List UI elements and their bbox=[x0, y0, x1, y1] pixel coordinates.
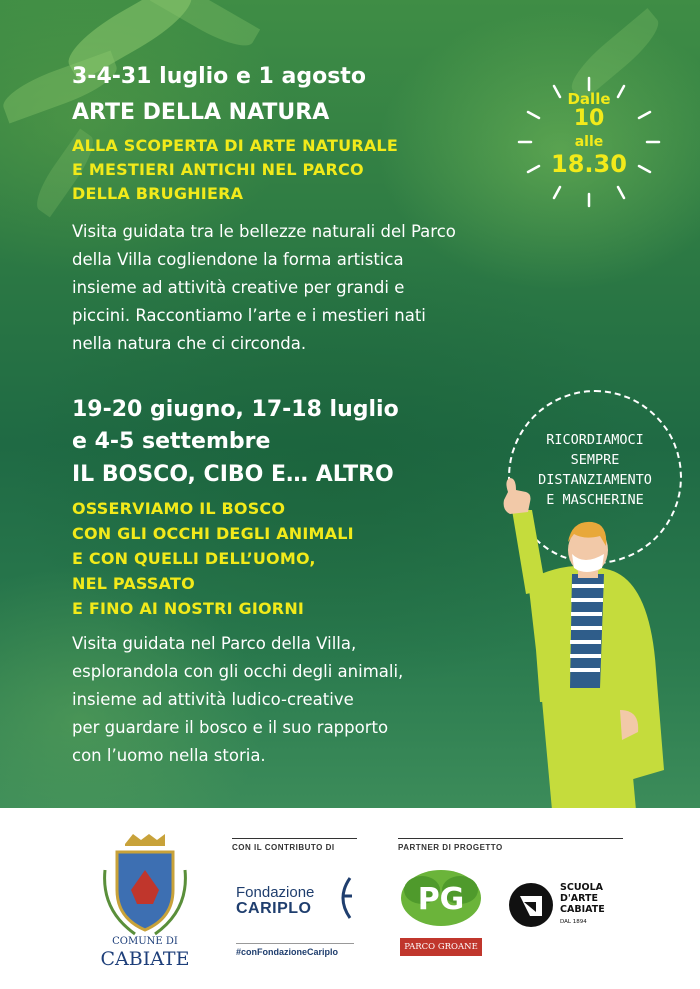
parco-groane-name: PARCO GROANE bbox=[400, 938, 482, 956]
cariplo-logo-icon bbox=[332, 874, 356, 922]
event1-subtitle-line: ALLA SCOPERTA DI ARTE NATURALE bbox=[72, 136, 398, 155]
parco-groane-logo bbox=[400, 868, 482, 960]
partner-section bbox=[398, 838, 638, 952]
footer bbox=[0, 808, 700, 989]
reminder-line: DISTANZIAMENTO bbox=[538, 472, 652, 488]
event1-description-line: piccini. Raccontiamo l’arte e i mestieri nati bbox=[72, 306, 426, 325]
person-illustration bbox=[480, 470, 680, 808]
cariplo-label: CARIPLO bbox=[236, 900, 312, 917]
scuola-name-line: SCUOLA bbox=[560, 882, 604, 893]
event2-description-line: con l’uomo nella storia. bbox=[72, 746, 266, 765]
event1-subtitle-line: DELLA BRUGHIERA bbox=[72, 184, 244, 203]
scuola-name bbox=[560, 882, 605, 928]
time-badge bbox=[514, 72, 664, 212]
event2-description-line: insieme ad attività ludico-creative bbox=[72, 690, 354, 709]
reminder-line: SEMPRE bbox=[570, 452, 620, 468]
scuola-arte-logo bbox=[508, 882, 628, 942]
event1-title: ARTE DELLA NATURA bbox=[72, 100, 330, 125]
event2-description-line: per guardare il bosco e il suo rapporto bbox=[72, 718, 389, 737]
event1-dates: 3-4-31 luglio e 1 agosto bbox=[72, 64, 366, 89]
time-from-hour: 10 bbox=[573, 106, 605, 131]
time-to-hour: 18.30 bbox=[551, 150, 627, 178]
scuola-name-line: CABIATE bbox=[560, 904, 605, 915]
scuola-name-line: D'ARTE bbox=[560, 893, 599, 904]
comune-logo bbox=[95, 830, 195, 980]
scuola-emblem-icon bbox=[508, 882, 554, 928]
pg-letters: PG bbox=[417, 882, 465, 917]
event2-subtitle-line: E FINO AI NOSTRI GIORNI bbox=[72, 599, 305, 618]
scuola-since: DAL 1894 bbox=[560, 919, 587, 925]
partner-heading: PARTNER DI PROGETTO bbox=[398, 838, 623, 852]
comune-name: CABIATE bbox=[100, 948, 190, 970]
cariplo-hashtag: #conFondazioneCariplo bbox=[236, 943, 354, 957]
event2-dates-line: e 4-5 settembre bbox=[72, 429, 271, 454]
event1-description-line: Visita guidata tra le bellezze naturali del Parco bbox=[72, 222, 456, 241]
event2-description-line: esplorandola con gli occhi degli animali, bbox=[72, 662, 404, 681]
event1-subtitle-line: E MESTIERI ANTICHI NEL PARCO bbox=[72, 160, 364, 179]
event1-subtitle bbox=[72, 134, 398, 206]
event1-description-line: della Villa cogliendone la forma artistica bbox=[72, 250, 404, 269]
event2-subtitle-line: OSSERVIAMO IL BOSCO bbox=[72, 499, 286, 518]
event1-description-line: insieme ad attività creative per grandi e bbox=[72, 278, 405, 297]
time-from-label: Dalle bbox=[567, 90, 611, 108]
reminder-line: E MASCHERINE bbox=[546, 492, 644, 508]
event1-description-line: nella natura che ci circonda. bbox=[72, 334, 307, 353]
event2-dates bbox=[72, 394, 399, 458]
event2-title: IL BOSCO, CIBO E… ALTRO bbox=[72, 462, 394, 487]
coat-of-arms-icon bbox=[95, 830, 195, 940]
event2-subtitle-line: NEL PASSATO bbox=[72, 574, 195, 593]
time-to-label: alle bbox=[574, 134, 604, 150]
event2-dates-line: 19-20 giugno, 17-18 luglio bbox=[72, 397, 399, 422]
event2-description bbox=[72, 630, 403, 770]
contributo-heading: CON IL CONTRIBUTO DI bbox=[232, 838, 357, 852]
fondazione-label: Fondazione bbox=[236, 884, 315, 901]
comune-label-small: COMUNE DI bbox=[112, 936, 178, 947]
event2-subtitle bbox=[72, 496, 354, 621]
event2-description-line: Visita guidata nel Parco della Villa, bbox=[72, 634, 357, 653]
reminder-line: RICORDIAMOCI bbox=[546, 432, 644, 448]
event1-description bbox=[72, 218, 456, 358]
event2-subtitle-line: E CON QUELLI DELL’UOMO, bbox=[72, 549, 316, 568]
event2-subtitle-line: CON GLI OCCHI DEGLI ANIMALI bbox=[72, 524, 354, 543]
contributo-section bbox=[232, 838, 357, 957]
